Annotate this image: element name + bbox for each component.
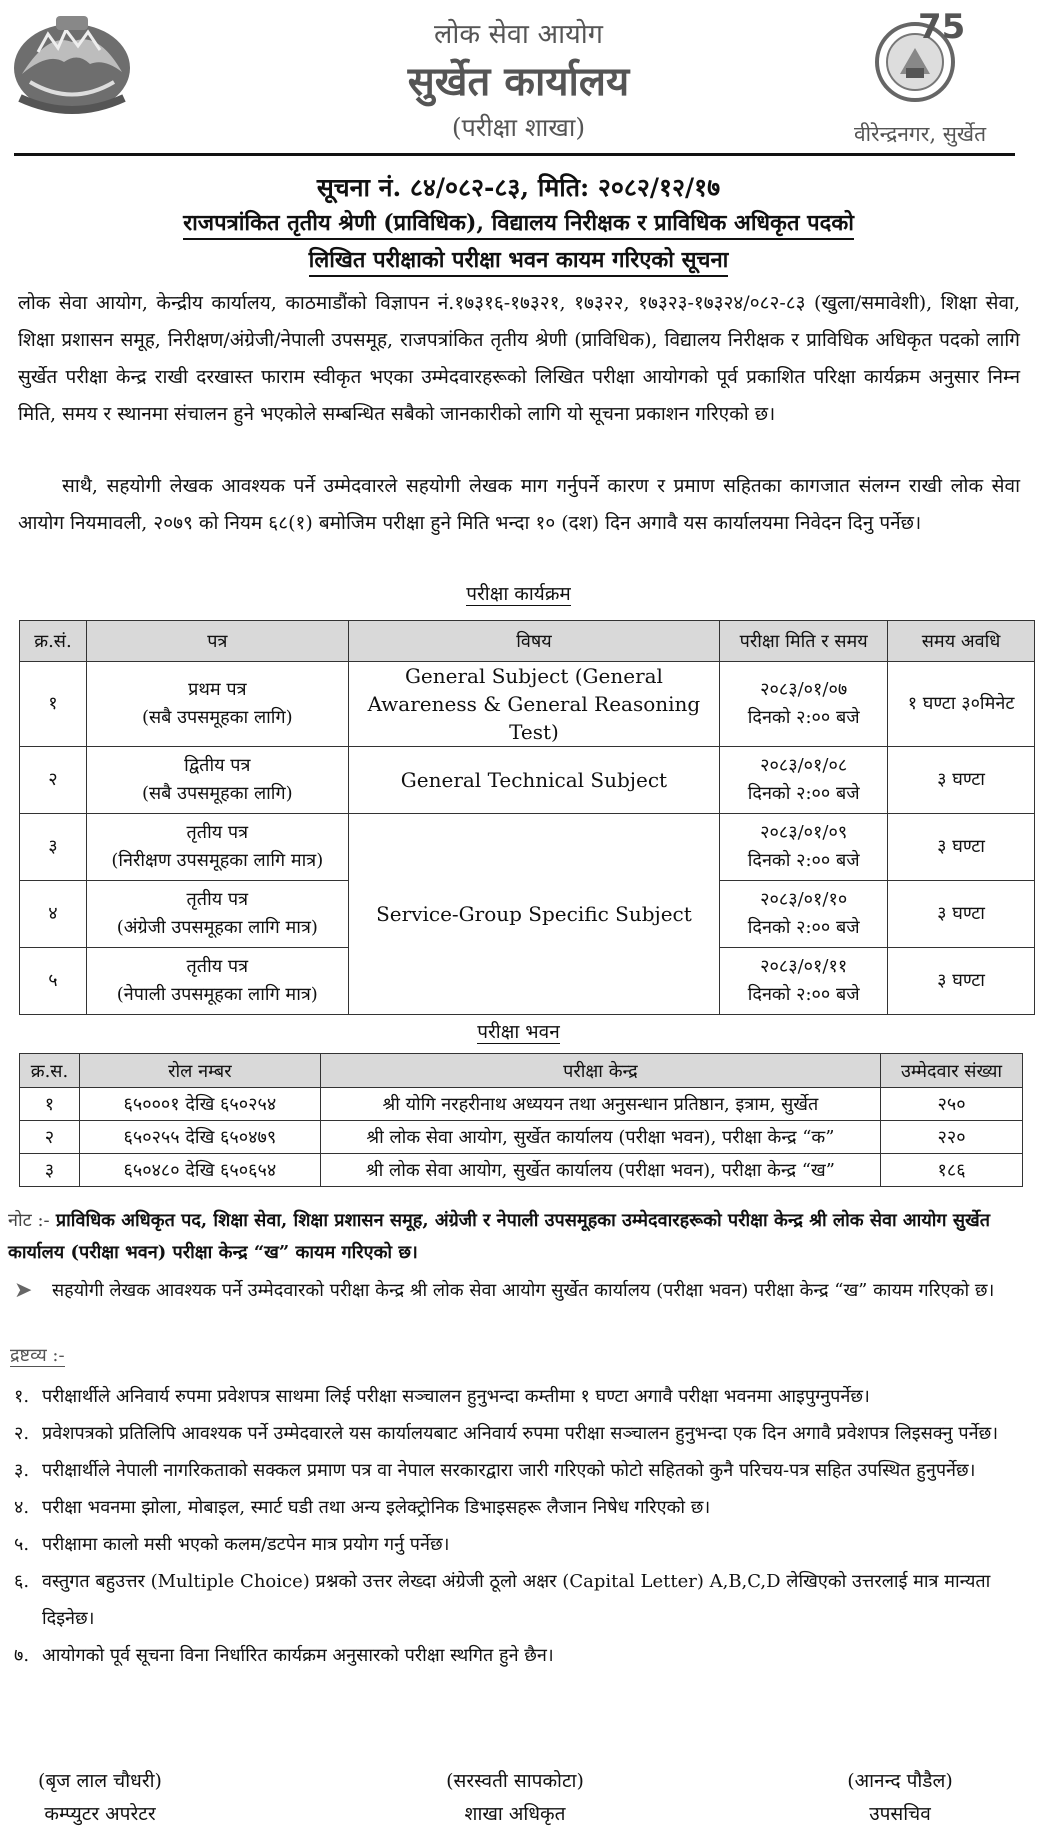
serial-cell: ५ (20, 948, 87, 1015)
note-label: नोट :- (8, 1210, 50, 1231)
center-cell: श्री योगि नरहरीनाथ अध्ययन तथा अनुसन्धान प्रतिष्ठान, इत्राम, सुर्खेत (320, 1088, 880, 1121)
date-cell: २०८३/०१/११ दिनको २:०० बजे (720, 948, 888, 1015)
table-row (20, 662, 1035, 747)
date-cell: २०८३/०१/१० दिनको २:०० बजे (720, 881, 888, 948)
paper-cell: प्रथम पत्र (सबै उपसमूहका लागि) (86, 662, 348, 747)
section-name: (परीक्षा शाखा) (451, 113, 586, 142)
table-row (20, 1088, 1023, 1121)
logo-number: 75 (918, 8, 966, 47)
subject-cell: Service-Group Specific Subject (348, 814, 720, 1015)
duration-cell: ३ घण्टा (888, 747, 1035, 814)
serial-cell: २ (20, 747, 87, 814)
date-cell: २०८३/०१/०७ दिनको २:०० बजे (720, 662, 888, 747)
duration-cell: ३ घण्टा (888, 881, 1035, 948)
table-row (20, 1154, 1023, 1187)
duration-cell: ३ घण्टा (888, 814, 1035, 881)
column-header: परीक्षा केन्द्र (320, 1054, 880, 1088)
count-cell: १८६ (881, 1154, 1023, 1187)
serial-cell: ३ (20, 814, 87, 881)
subject-cell: General Technical Subject (348, 747, 720, 814)
notice-title-line1: राजपत्रांकित तृतीय श्रेणी (प्राविधिक), विद्यालय निरीक्षक र प्राविधिक अधिकृत पदको (0, 207, 1037, 237)
subject-cell: General Subject (General Awareness & General Reasoning Test) (348, 662, 720, 747)
list-item: ३. परीक्षार्थीले नेपाली नागरिकताको सक्कल प्रमाण पत्र वा नेपाल सरकारद्वारा जारी गरिएको फोटो सहितको कुनै परिचय-पत्र सहित उपस्थित हुनुपर्नेछ। (14, 1460, 976, 1481)
notice-number: सूचना नं. ८४/०८२-८३, मिति: २०८२/१२/१७ (316, 173, 721, 202)
list-item: ६. वस्तुगत बहुउत्तर (Multiple Choice) प्रश्नको उत्तर लेख्दा अंग्रेजी ठूलो अक्षर (Capital Letter) A,B,C,D लेखिएको उत्तरलाई मात्र मान्यता दिइनेछ। (14, 1571, 991, 1629)
column-header: क्र.स. (20, 1054, 80, 1088)
notice-title-line2: लिखित परीक्षाको परीक्षा भवन कायम गरिएको सूचना (0, 244, 1037, 274)
anniversary-logo-icon (860, 8, 970, 112)
list-item: ५. परीक्षामा कालो मसी भएको कलम/डटपेन मात्र प्रयोग गर्नु पर्नेछ। (14, 1534, 450, 1555)
list-item: ४. परीक्षा भवनमा झोला, मोबाइल, स्मार्ट घडी तथा अन्य इलेक्ट्रोनिक डिभाइसहरू लैजान निषेध गरिएको छ। (14, 1497, 711, 1518)
date-cell: २०८३/०१/०८ दिनको २:०० बजे (720, 747, 888, 814)
center-cell: श्री लोक सेवा आयोग, सुर्खेत कार्यालय (परीक्षा भवन), परीक्षा केन्द्र “ख” (320, 1154, 880, 1187)
venue-heading: परीक्षा भवन (477, 1021, 560, 1043)
office-name: सुर्खेत कार्यालय (407, 58, 630, 105)
list-item: २. प्रवेशपत्रको प्रतिलिपि आवश्यक पर्ने उम्मेदवारले यस कार्यालयबाट अनिवार्य रुपमा परीक्षा सञ्चालन हुनुभन्दा एक दिन अगावै प्रवेशपत्र लिइसक्नु पर्नेछ। (14, 1423, 999, 1444)
column-header: रोल नम्बर (79, 1054, 320, 1088)
arrow-bullet-icon: ➤ (14, 1278, 33, 1303)
table-row (20, 747, 1035, 814)
signature-block (385, 1765, 645, 1831)
table-header-row (20, 1054, 1023, 1088)
signatory-name: (सरस्वती सापकोटा) (446, 1770, 584, 1792)
column-header: समय अवधि (888, 621, 1035, 662)
signature-block (0, 1765, 230, 1831)
paper-cell: तृतीय पत्र (नेपाली उपसमूहका लागि मात्र) (86, 948, 348, 1015)
roll-cell: ६५०४८० देखि ६५०६५४ (79, 1154, 320, 1187)
duration-cell: ३ घण्टा (888, 948, 1035, 1015)
header-divider (14, 153, 1015, 156)
note-block (8, 1205, 1028, 1269)
serial-cell: ४ (20, 881, 87, 948)
serial-cell: ३ (20, 1154, 80, 1187)
org-name: लोक सेवा आयोग (434, 19, 603, 50)
table-row (20, 1121, 1023, 1154)
paper-cell: तृतीय पत्र (निरीक्षण उपसमूहका लागि मात्र) (86, 814, 348, 881)
count-cell: २५० (881, 1088, 1023, 1121)
roll-cell: ६५०००१ देखि ६५०२५४ (79, 1088, 320, 1121)
column-header: उम्मेदवार संख्या (881, 1054, 1023, 1088)
signatory-title: कम्प्युटर अपरेटर (44, 1803, 156, 1825)
bullet-text: सहयोगी लेखक आवश्यक पर्ने उम्मेदवारको परीक्षा केन्द्र श्री लोक सेवा आयोग सुर्खेत कार्यालय (परीक्षा भवन) परीक्षा केन्द्र “ख” कायम गरिएको छ। (52, 1280, 995, 1301)
signature-block (770, 1765, 1030, 1831)
roll-cell: ६५०२५५ देखि ६५०४७९ (79, 1121, 320, 1154)
paper-cell: तृतीय पत्र (अंग्रेजी उपसमूहका लागि मात्र) (86, 881, 348, 948)
list-item: १. परीक्षार्थीले अनिवार्य रुपमा प्रवेशपत्र साथमा लिई परीक्षा सञ्चालन हुनुभन्दा कम्तीमा १ घण्टा अगावै परीक्षा भवनमा आइपुग्नुपर्नेछ। (14, 1386, 870, 1407)
center-cell: श्री लोक सेवा आयोग, सुर्खेत कार्यालय (परीक्षा भवन), परीक्षा केन्द्र “क” (320, 1121, 880, 1154)
column-header: विषय (348, 621, 720, 662)
serial-cell: २ (20, 1121, 80, 1154)
notice-paragraph-1: लोक सेवा आयोग, केन्द्रीय कार्यालय, काठमाडौंको विज्ञापन नं.१७३१६-१७३२१, १७३२२, १७३२३-१७३२४/०८२-८३ (खुला/समावेशी), शिक्षा सेवा, शिक्षा प्रशासन समूह, निरीक्षण/अंग्रेजी/नेपाली उपसमूह, राजपत्रांकित तृतीय श्रेणी (प्राविधिक), विद्यालय निरीक्षक र प्राविधिक अधिकृत पदको लागि सुर्खेत परीक्षा केन्द्र राखी दरखास्त फाराम स्वीकृत भएका उम्मेदवारहरूको लिखित परीक्षा आयोगको पूर्व प्रकाशित परिक्षा कार्यक्रम अनुसार निम्न मिति, समय र स्थानमा संचालन हुने भएकोले सम्बन्धित सबैको जानकारीको लागि यो सूचना प्रकाशन गरिएको छ। (18, 292, 1020, 425)
table-header-row (20, 621, 1035, 662)
serial-cell: १ (20, 662, 87, 747)
column-header: क्र.सं. (20, 621, 87, 662)
instructions-heading: द्रष्टव्य :- (10, 1345, 65, 1366)
venue-table (19, 1053, 1023, 1187)
column-header: पत्र (86, 621, 348, 662)
list-item: ७. आयोगको पूर्व सूचना विना निर्धारित कार्यक्रम अनुसारको परीक्षा स्थगित हुने छैन। (14, 1645, 554, 1666)
table-row (20, 814, 1035, 881)
bullet-note (14, 1275, 1024, 1307)
signatory-name: (बृज लाल चौधरी) (38, 1770, 162, 1792)
note-text: प्राविधिक अधिकृत पद, शिक्षा सेवा, शिक्षा प्रशासन समूह, अंग्रेजी र नेपाली उपसमूहका उम्मेदवारहरूको परीक्षा केन्द्र श्री लोक सेवा आयोग सुर्खेत कार्यालय (परीक्षा भवन) परीक्षा केन्द्र “ख” कायम गरिएको छ। (8, 1210, 990, 1263)
notice-paragraph-2: साथै, सहयोगी लेखक आवश्यक पर्ने उम्मेदवारले सहयोगी लेखक माग गर्नुपर्ने कारण र प्रमाण सहितका कागजात संलग्न राखी लोक सेवा आयोग नियमावली, २०७९ को नियम ६८(१) बमोजिम परीक्षा हुने मिति भन्दा १० (दश) दिन अगावै यस कार्यालयमा निवेदन दिनु पर्नेछ। (18, 475, 1020, 534)
column-header: परीक्षा मिति र समय (720, 621, 888, 662)
serial-cell: १ (20, 1088, 80, 1121)
schedule-heading: परीक्षा कार्यक्रम (466, 583, 571, 605)
signatory-title: शाखा अधिकृत (464, 1803, 566, 1825)
schedule-table (19, 620, 1035, 1015)
count-cell: २२० (881, 1121, 1023, 1154)
signatory-title: उपसचिव (869, 1803, 931, 1825)
instructions-list (14, 1378, 1022, 1674)
signatory-name: (आनन्द पौडैल) (847, 1770, 953, 1792)
office-place: वीरेन्द्रनगर, सुर्खेत (853, 122, 987, 146)
duration-cell: १ घण्टा ३०मिनेट (888, 662, 1035, 747)
paper-cell: द्वितीय पत्र (सबै उपसमूहका लागि) (86, 747, 348, 814)
date-cell: २०८३/०१/०९ दिनको २:०० बजे (720, 814, 888, 881)
